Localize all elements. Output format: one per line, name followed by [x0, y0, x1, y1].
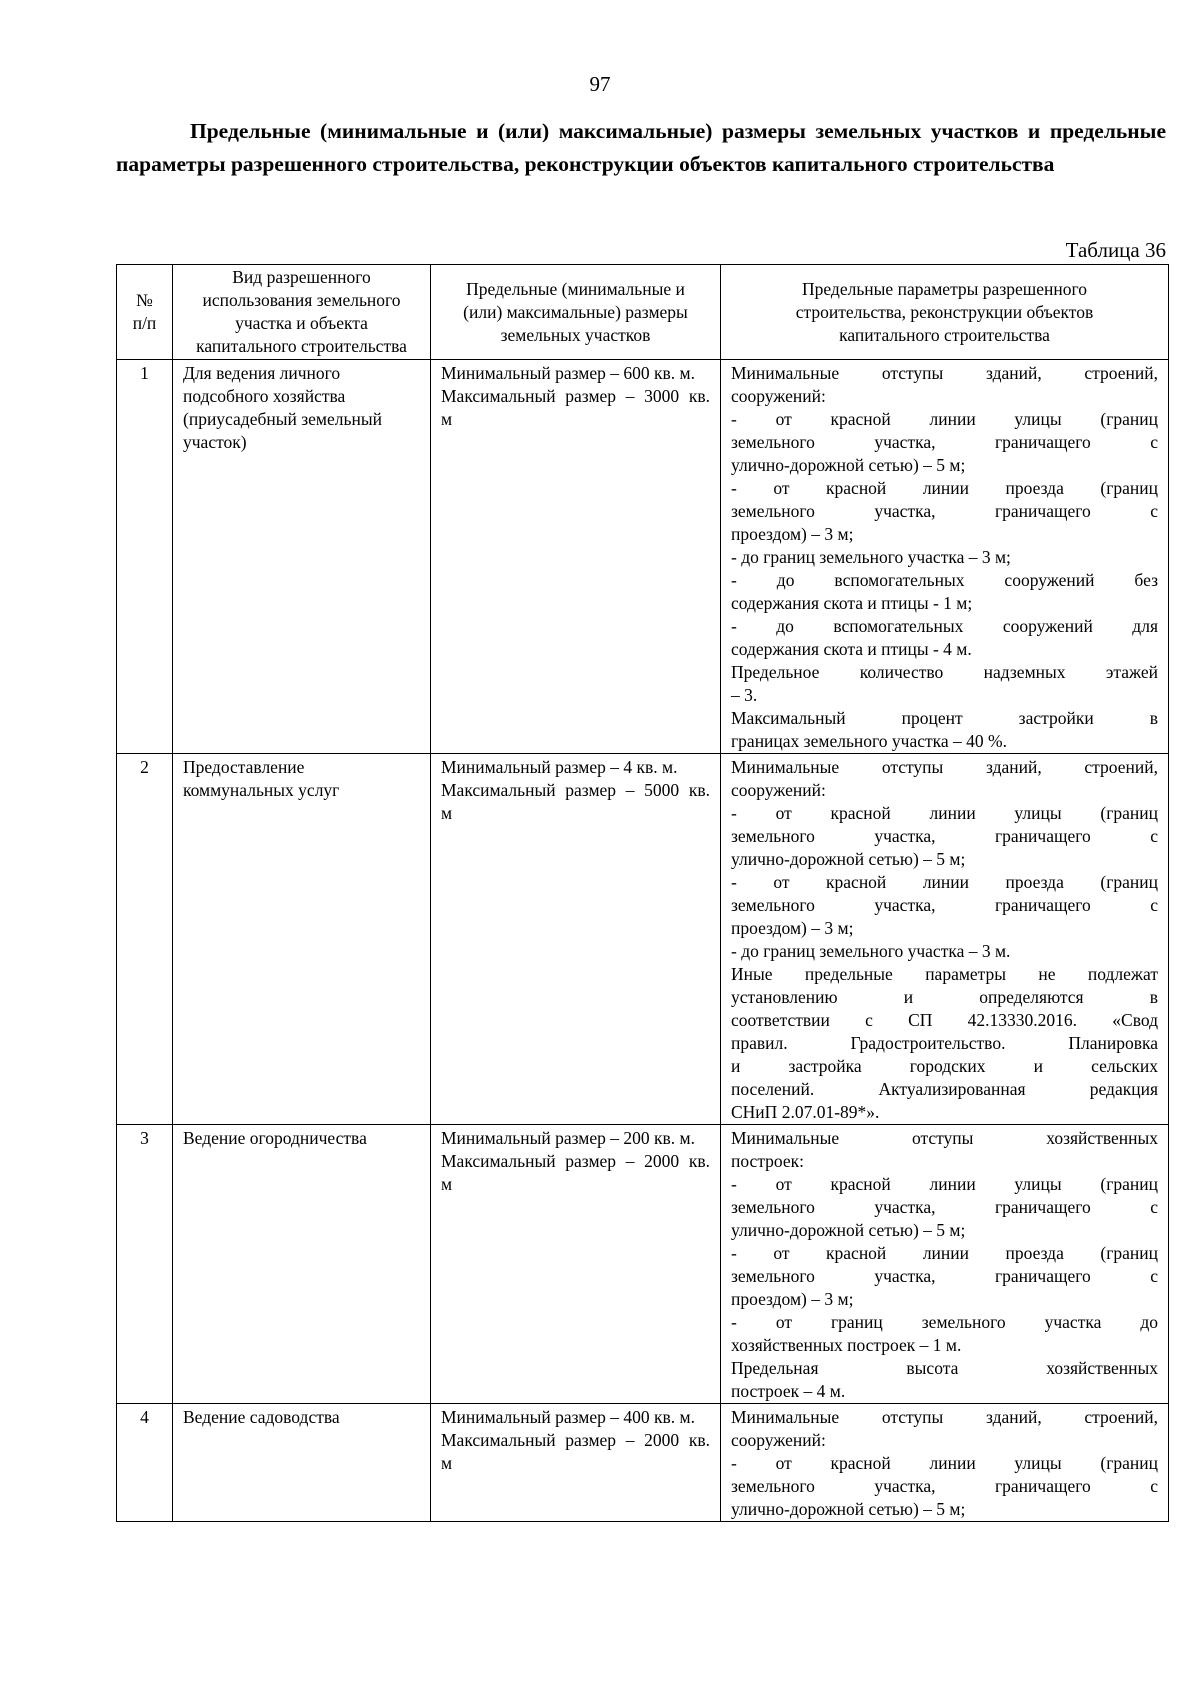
use-line: участок)	[183, 432, 247, 452]
params-line: сооружений:	[731, 386, 826, 406]
params-line: - от красной линии улицы (границ	[731, 803, 1158, 823]
params-line: - до вспомогательных сооружений без	[731, 570, 1158, 590]
params-line: земельного участка, граничащего с	[731, 1476, 1158, 1496]
table-body	[117, 360, 1169, 1522]
params-line: хозяйственных построек – 1 м.	[731, 1335, 962, 1355]
use-line: коммунальных услуг	[183, 780, 340, 800]
params-line: - от красной линии проезда (границ	[731, 872, 1158, 892]
header-use-line: использования земельного	[202, 290, 401, 310]
params-line: проездом) – 3 м;	[731, 1289, 854, 1309]
params-line: соответствии с СП 42.13330.2016. «Свод	[731, 1010, 1158, 1030]
row-construction-params	[721, 754, 1169, 1125]
params-line: улично-дорожной сетью) – 5 м;	[731, 1220, 966, 1240]
row-number: 4	[117, 1404, 173, 1522]
table-caption: Таблица 36	[1065, 238, 1166, 262]
sizes-line: Максимальный размер – 5000 кв.	[441, 780, 710, 800]
table-row	[117, 1404, 1169, 1522]
params-line: земельного участка, граничащего с	[731, 826, 1158, 846]
params-line: поселений. Актуализированная редакция	[731, 1079, 1158, 1099]
params-line: земельного участка, граничащего с	[731, 432, 1158, 452]
params-line: Минимальные отступы зданий, строений,	[731, 1407, 1158, 1427]
row-plot-sizes	[431, 1125, 721, 1404]
params-line: построек – 4 м.	[731, 1381, 846, 1401]
params-line: содержания скота и птицы - 4 м.	[731, 639, 972, 659]
header-num	[117, 265, 173, 360]
page-number: 97	[589, 72, 611, 96]
params-line: сооружений:	[731, 780, 826, 800]
params-line: - до границ земельного участка – 3 м.	[731, 941, 1011, 961]
header-use-line: капитального строительства	[196, 336, 407, 356]
params-line: - от границ земельного участка до	[731, 1312, 1158, 1332]
use-line: Для ведения личного	[183, 363, 341, 383]
header-row	[117, 265, 1169, 360]
params-line: – 3.	[731, 685, 758, 705]
row-plot-sizes	[431, 1404, 721, 1522]
use-line: подсобного хозяйства	[183, 386, 346, 406]
params-line: установлению и определяются в	[731, 987, 1158, 1007]
row-number: 3	[117, 1125, 173, 1404]
use-line: Предоставление	[183, 757, 305, 777]
use-line: Ведение огородничества	[183, 1128, 367, 1148]
params-line: СНиП 2.07.01-89*».	[731, 1102, 880, 1122]
params-line: улично-дорожной сетью) – 5 м;	[731, 1499, 966, 1519]
sizes-line: Минимальный размер – 4 кв. м.	[441, 757, 678, 777]
header-params-line: капитального строительства	[839, 324, 1050, 345]
sizes-line: м	[441, 803, 453, 823]
params-line: - от красной линии улицы (границ	[731, 1174, 1158, 1194]
params-line: Минимальные отступы зданий, строений,	[731, 757, 1158, 777]
header-plot-sizes	[431, 265, 721, 360]
params-line: и застройка городских и сельских	[731, 1056, 1158, 1076]
table-row	[117, 754, 1169, 1125]
parameters-table	[116, 264, 1169, 1522]
params-line: - от красной линии улицы (границ	[731, 409, 1158, 429]
row-number: 1	[117, 360, 173, 754]
row-plot-sizes	[431, 360, 721, 754]
sizes-line: Максимальный размер – 2000 кв.	[441, 1430, 710, 1450]
params-line: Предельная высота хозяйственных	[731, 1358, 1158, 1378]
params-line: проездом) – 3 м;	[731, 524, 854, 544]
row-use-type	[173, 754, 431, 1125]
document-title: Предельные (минимальные и (или) максимальные) размеры земельных участков и предельные параметры разрешенного строительства, реконструкции объектов капитального строительства	[116, 119, 1166, 176]
header-sizes-line: земельных участков	[500, 324, 651, 345]
sizes-line: Максимальный размер – 3000 кв.	[441, 386, 710, 406]
params-line: границах земельного участка – 40 %.	[731, 731, 1007, 751]
table-row	[117, 360, 1169, 754]
params-line: - от красной линии проезда (границ	[731, 1243, 1158, 1263]
row-construction-params	[721, 1125, 1169, 1404]
params-line: улично-дорожной сетью) – 5 м;	[731, 849, 966, 869]
header-sizes-line: (или) максимальные) размеры	[463, 301, 688, 322]
params-line: построек:	[731, 1151, 805, 1171]
params-line: правил. Градостроительство. Планировка	[731, 1033, 1158, 1053]
header-use-line: Вид разрешенного	[232, 267, 371, 287]
header-sizes-line: Предельные (минимальные и	[466, 278, 685, 299]
params-line: содержания скота и птицы - 1 м;	[731, 593, 973, 613]
params-line: Минимальные отступы хозяйственных	[731, 1128, 1158, 1148]
row-construction-params	[721, 360, 1169, 754]
table-row	[117, 1125, 1169, 1404]
params-line: - от красной линии проезда (границ	[731, 478, 1158, 498]
params-line: сооружений:	[731, 1430, 826, 1450]
sizes-line: м	[441, 1453, 453, 1473]
row-number: 2	[117, 754, 173, 1125]
use-line: (приусадебный земельный	[183, 409, 382, 429]
sizes-line: Максимальный размер – 2000 кв.	[441, 1151, 710, 1171]
sizes-line: Минимальный размер – 400 кв. м.	[441, 1407, 695, 1427]
sizes-line: м	[441, 409, 453, 429]
row-plot-sizes	[431, 754, 721, 1125]
params-line: - до вспомогательных сооружений для	[731, 616, 1158, 636]
header-num-line: №	[136, 290, 153, 310]
params-line: Иные предельные параметры не подлежат	[731, 964, 1158, 984]
use-line: Ведение садоводства	[183, 1407, 340, 1427]
sizes-line: Минимальный размер – 600 кв. м.	[441, 363, 695, 383]
sizes-line: Минимальный размер – 200 кв. м.	[441, 1128, 695, 1148]
row-use-type	[173, 1125, 431, 1404]
params-line: - до границ земельного участка – 3 м;	[731, 547, 1011, 567]
params-line: Предельное количество надземных этажей	[731, 662, 1158, 682]
header-params-line: строительства, реконструкции объектов	[795, 301, 1094, 322]
header-use-type	[173, 265, 431, 360]
params-line: земельного участка, граничащего с	[731, 895, 1158, 915]
params-line: Максимальный процент застройки в	[731, 708, 1158, 728]
params-line: земельного участка, граничащего с	[731, 501, 1158, 521]
params-line: - от красной линии улицы (границ	[731, 1453, 1158, 1473]
header-params-line: Предельные параметры разрешенного	[802, 278, 1087, 299]
header-construction-params	[721, 265, 1169, 360]
params-line: Минимальные отступы зданий, строений,	[731, 363, 1158, 383]
params-line: улично-дорожной сетью) – 5 м;	[731, 455, 966, 475]
params-line: земельного участка, граничащего с	[731, 1266, 1158, 1286]
params-line: проездом) – 3 м;	[731, 918, 854, 938]
table-header	[117, 265, 1169, 360]
sizes-line: м	[441, 1174, 453, 1194]
header-use-line: участка и объекта	[235, 313, 368, 333]
params-line: земельного участка, граничащего с	[731, 1197, 1158, 1217]
row-use-type	[173, 1404, 431, 1522]
header-num-line: п/п	[132, 313, 157, 333]
row-construction-params	[721, 1404, 1169, 1522]
row-use-type	[173, 360, 431, 754]
